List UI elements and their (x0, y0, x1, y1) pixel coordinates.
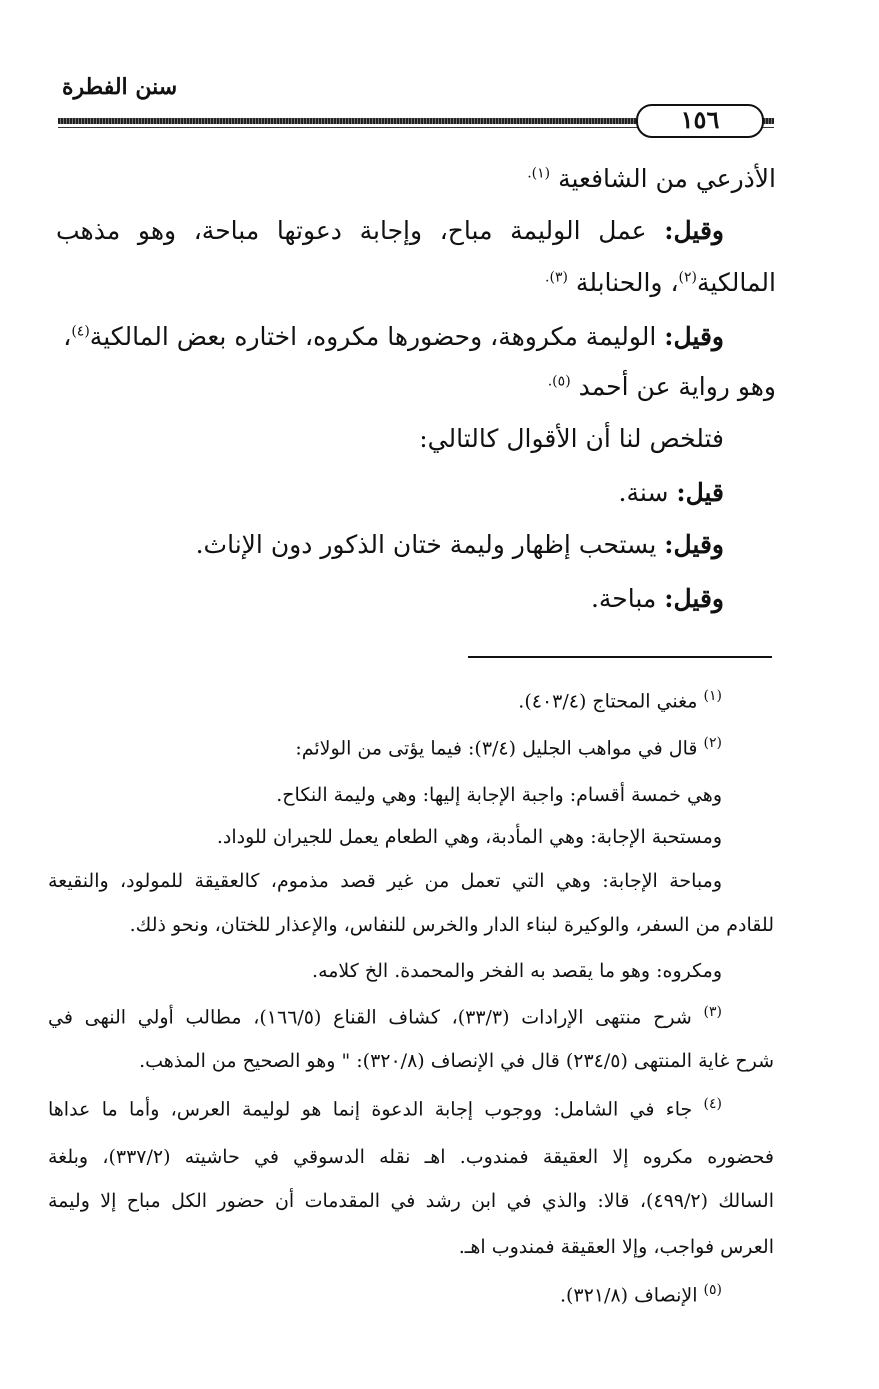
text-span: عمل الوليمة مباح، وإجابة دعوتها مباحة، وهو مذهب (56, 216, 647, 245)
footnote-number: (٥) (703, 1282, 722, 1298)
footnote-line (295, 735, 722, 759)
footnote-ref: (٢) (678, 269, 697, 286)
text-line (56, 216, 724, 245)
footnote-line (217, 826, 722, 848)
qil-label: وقيل: (664, 530, 724, 559)
footnote-line (312, 960, 722, 982)
qil-label: وقيل: (664, 322, 724, 351)
text-line (591, 584, 724, 613)
text-span: ومباحة الإجابة: وهي التي تعمل من غير قصد مذموم، كالعقيقة للمولود، والنقيعة (48, 870, 722, 892)
text-span: الوليمة مكروهة، وحضورها مكروه، اختاره بعض المالكية (89, 322, 657, 351)
text-span: ، والحنابلة (575, 268, 679, 297)
footnote-line (139, 1050, 774, 1072)
footnote-line (276, 784, 722, 806)
text-line (527, 164, 776, 193)
footnote-line (48, 1004, 722, 1028)
text-line (619, 478, 724, 507)
footnote-separator (468, 656, 772, 658)
text-span: مغني المحتاج (٤٠٣/٤). (518, 690, 698, 713)
page-number: ١٥٦ (636, 104, 764, 138)
text-span: السالك (٤٩٩/٢)، قالا: والذي في ابن رشد في المقدمات أن حضور الكل مباح إلا وليمة (48, 1190, 775, 1212)
text-span: فحضوره مكروه إلا العقيقة فمندوب. اهـ نقله الدسوقي في حاشيته (٣٣٧/٢)، وبلغة (48, 1146, 774, 1168)
text-span: للقادم من السفر، والوكيرة لبناء الدار والخرس للنفاس، والإعذار للختان، ونحو ذلك. (129, 914, 774, 936)
running-title: سنن الفطرة (62, 74, 178, 100)
qil-label: وقيل: (664, 216, 724, 245)
text-span: ومكروه: وهو ما يقصد به الفخر والمحمدة. الخ كلامه. (312, 960, 722, 982)
footnote-number: (٣) (703, 1004, 722, 1020)
qil-label: قيل: (676, 478, 724, 507)
text-span: قال في مواهب الجليل (٣/٤): فيما يؤتى من الولائم: (295, 737, 698, 760)
text-span: الأذرعي من الشافعية (558, 164, 776, 193)
footnote-ref: (١). (527, 165, 551, 182)
footnote-number: (١) (703, 688, 722, 704)
footnote-line (560, 1282, 722, 1306)
text-span: ، (63, 322, 72, 351)
footnote-line (48, 1096, 722, 1120)
footnote-number: (٤) (703, 1096, 722, 1112)
text-line (196, 530, 724, 559)
text-line (545, 268, 776, 297)
footnote-line (48, 1146, 774, 1168)
text-span: يستحب إظهار وليمة ختان الذكور دون الإناث. (195, 530, 657, 559)
text-span: المالكية (696, 268, 776, 297)
footnote-line (130, 914, 774, 936)
text-line (63, 322, 724, 351)
text-span: العرس فواجب، وإلا العقيقة فمندوب اهـ. (458, 1236, 774, 1258)
text-span: شرح منتهى الإرادات (٣٣/٣)، كشاف القناع (١٦٦/٥)، مطالب أولي النهى في (48, 1006, 692, 1029)
footnote-number: (٢) (703, 735, 722, 751)
text-span: فتلخص لنا أن الأقوال كالتالي: (419, 424, 724, 453)
footnote-line (48, 1190, 774, 1212)
footnote-line (518, 688, 722, 712)
header-rule (58, 104, 774, 134)
qil-label: وقيل: (664, 584, 724, 613)
footnote-ref: (٥). (547, 373, 571, 390)
text-span: شرح غاية المنتهى (٢٣٤/٥) قال في الإنصاف (٣٢٠/٨): " وهو الصحيح من المذهب. (139, 1050, 774, 1072)
text-span: الإنصاف (٣٢١/٨). (559, 1284, 698, 1307)
text-span: وهو رواية عن أحمد (578, 372, 776, 401)
footnote-ref: (٤) (71, 323, 90, 340)
text-span: سنة. (618, 478, 669, 507)
text-line (419, 424, 724, 453)
text-span: مباحة. (590, 584, 657, 613)
footnote-line (48, 870, 722, 892)
text-line (548, 372, 776, 401)
footnote-line (459, 1236, 774, 1258)
text-span: جاء في الشامل: ووجوب إجابة الدعوة إنما هو لوليمة العرس، وأما ما عداها (48, 1098, 693, 1121)
text-span: وهي خمسة أقسام: واجبة الإجابة إليها: وهي وليمة النكاح. (276, 784, 722, 806)
footnote-ref: (٣). (545, 269, 568, 286)
text-span: ومستحبة الإجابة: وهي المأدبة، وهي الطعام يعمل للجيران للوداد. (216, 826, 722, 848)
